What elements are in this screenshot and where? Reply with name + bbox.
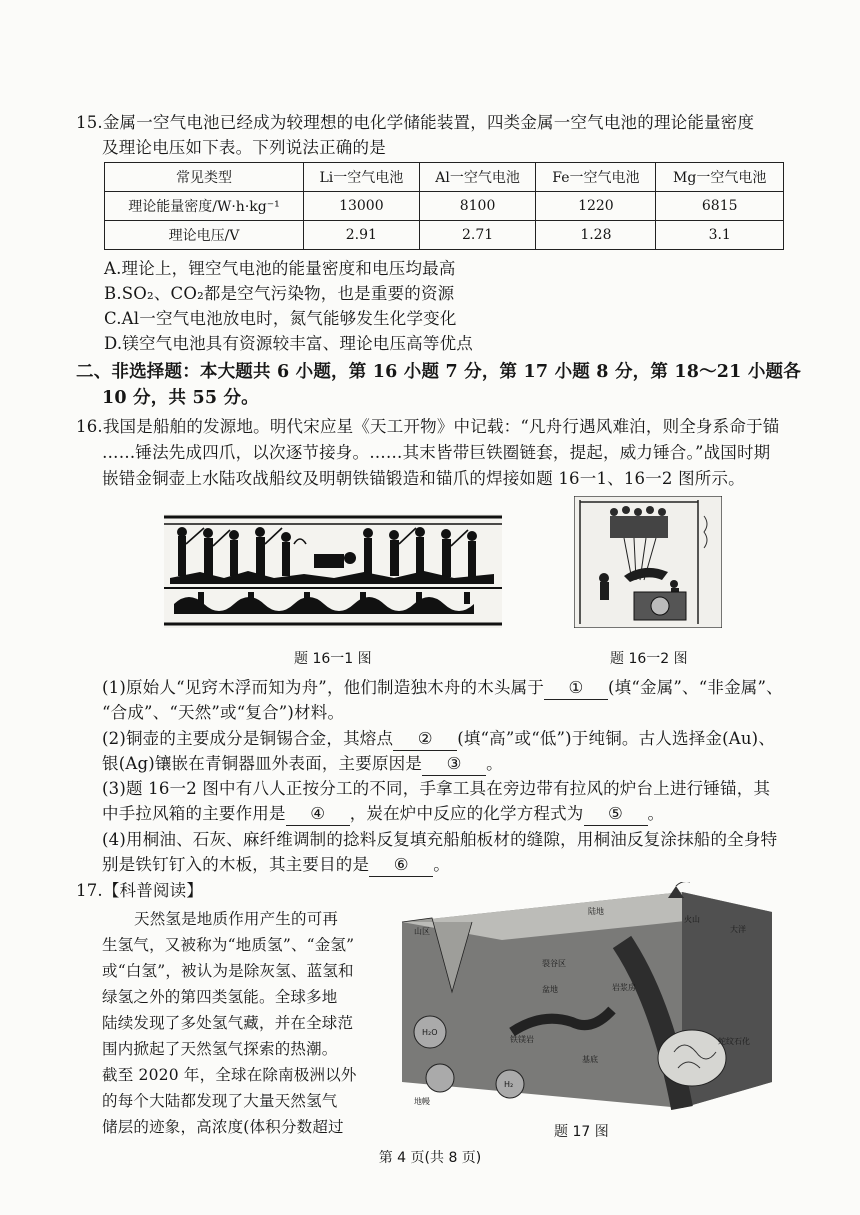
fig17-label: 地幔: [414, 1097, 430, 1106]
answer-blank-5[interactable]: ⑤: [584, 803, 648, 826]
q17-title: 17.【科普阅读】: [76, 881, 204, 900]
fig17-label: 铁镁岩: [510, 1035, 534, 1044]
q16-part1-line1: [102, 677, 783, 700]
q17-text-line: 天然氢是地质作用产生的可再: [134, 910, 339, 928]
fig17-label: H₂: [504, 1080, 514, 1089]
q16-part4-line2: [102, 854, 450, 877]
q15-option-d: D.镁空气电池具有资源较丰富、理论电压高等优点: [104, 334, 473, 353]
q16-part4-text: 。: [433, 855, 450, 874]
q17-text-line: 的每个大陆都发现了大量天然氢气: [102, 1092, 338, 1110]
table-row: [105, 221, 784, 250]
section2-heading-line2: 10 分，共 55 分。: [102, 388, 259, 408]
anchor-forging-figure: [574, 496, 722, 628]
q16-part1-line2: “合成”、“天然”或“复合”)材料。: [102, 703, 345, 722]
q16-part2-text: (2)铜壶的主要成分是铜锡合金，其熔点: [102, 729, 394, 748]
answer-blank-1[interactable]: ①: [544, 677, 608, 700]
table-cell: 3.1: [656, 221, 784, 250]
q16-part3-text: 。: [647, 804, 665, 823]
table-cell: 理论电压/V: [105, 221, 304, 250]
answer-blank-6[interactable]: ⑥: [369, 854, 433, 877]
table-header-cell: Li一空气电池: [304, 163, 420, 192]
table-cell: 2.91: [304, 221, 420, 250]
q16-part2-line2: [102, 753, 503, 776]
table-header-row: [105, 163, 784, 192]
q16-part3-line2: [102, 803, 664, 826]
q16-part4-text: 别是铁钉钉入的木板，其主要目的是: [102, 855, 370, 874]
q16-part1-text: (填“金属”、“非金属”、: [608, 678, 783, 697]
fig17-label: 蛇纹石化: [718, 1037, 750, 1046]
table-header-cell: Mg一空气电池: [656, 163, 784, 192]
q16-part3-text: 中手拉风箱的主要作用是: [102, 804, 286, 823]
q15-option-a: A.理论上，锂空气电池的能量密度和电压均最高: [104, 259, 456, 278]
bronze-pot-battle-figure: [164, 514, 502, 628]
q16-stem-line2: ……锤法先成四爪，以次逐节接身。……其末皆带巨铁圈链套，提起，威力锤合。”战国时期: [102, 443, 771, 462]
section2-heading-line1: 二、非选择题：本大题共 6 小题，第 16 小题 7 分，第 17 小题 8 分，第 18～21 小题各: [76, 362, 801, 382]
q15-stem-line1: 15.金属一空气电池已经成为较理想的电化学储能装置，四类金属一空气电池的理论能量密度: [76, 113, 755, 132]
q17-text-line: 围内掀起了天然氢气探索的热潮。: [102, 1040, 338, 1058]
q16-part3-text: ，炭在炉中反应的化学方程式为: [349, 804, 584, 823]
q15-stem-line2: 及理论电压如下表。下列说法正确的是: [102, 138, 386, 157]
q15-option-b: B.SO₂、CO₂都是空气污染物，也是重要的资源: [104, 284, 455, 303]
q17-text-line: 截至 2020 年，全球在除南极洲以外: [102, 1066, 357, 1084]
q16-part4-line1: (4)用桐油、石灰、麻纤维调制的捻料反复填充船舶板材的缝隙，用桐油反复涂抹船的全身特: [102, 830, 778, 849]
energy-density-table: [104, 162, 784, 250]
q17-text-line: 陆续发现了多处氢气藏，并在全球范: [102, 1014, 354, 1032]
table-cell: 8100: [419, 192, 536, 221]
table-row: [105, 192, 784, 221]
table-cell: 6815: [656, 192, 784, 221]
geological-hydrogen-figure: [392, 882, 784, 1110]
fig17-label: 盆地: [542, 985, 558, 994]
q17-text-line: 生氢气，又被称为“地质氢”、“金氢”: [102, 936, 355, 954]
fig17-label: 大洋: [730, 925, 746, 934]
fig17-label: H₂O: [422, 1028, 438, 1037]
q17-text-line: 或“白氢”，被认为是除灰氢、蓝氢和: [102, 962, 354, 980]
q16-part2-text: 。: [486, 754, 503, 773]
q15-option-c: C.Al一空气电池放电时，氮气能够发生化学变化: [104, 309, 457, 328]
table-cell: 理论能量密度/W·h·kg⁻¹: [105, 192, 304, 221]
fig17-label: 基底: [582, 1055, 598, 1064]
fig17-label: 岩浆房: [612, 983, 636, 992]
answer-blank-3[interactable]: ③: [422, 753, 486, 776]
q16-part1-text: (1)原始人“见窍木浮而知为舟”，他们制造独木舟的木头属于: [102, 678, 545, 697]
q16-part3-line1: (3)题 16一2 图中有八人正按分工的不同，手拿工具在旁边带有拉风的炉台上进行锤锚，其: [102, 779, 771, 798]
fig17-label: 山区: [414, 927, 430, 936]
fig17-label: 火山: [684, 915, 700, 924]
fig17-label: 裂谷区: [542, 959, 566, 968]
table-header-cell: Fe一空气电池: [536, 163, 656, 192]
q16-part2-text: (填“高”或“低”)于纯铜。古人选择金(Au)、: [457, 729, 776, 748]
q16-part2-line1: [102, 728, 775, 751]
table-header-cell: 常见类型: [105, 163, 304, 192]
table-cell: 1.28: [536, 221, 656, 250]
q17-text-line: 绿氢之外的第四类氢能。全球多地: [102, 988, 338, 1006]
fig17-label: 陆地: [588, 907, 604, 916]
q16-stem-line1: 16.我国是船舶的发源地。明代宋应星《天工开物》中记载：“凡舟行遇风难泊，则全身系命于锚: [76, 417, 780, 436]
answer-blank-2[interactable]: ②: [393, 728, 457, 751]
table-cell: 2.71: [419, 221, 536, 250]
q16-stem-line3: 嵌错金铜壶上水陆攻战船纹及明朝铁锚锻造和锚爪的焊接如题 16一1、16一2 图所示。: [102, 469, 745, 488]
q17-text-line: 储层的迹象，高浓度(体积分数超过: [102, 1118, 344, 1136]
fig16-2-caption: 题 16一2 图: [610, 651, 688, 667]
fig17-caption: 题 17 图: [554, 1124, 609, 1140]
table-header-cell: Al一空气电池: [419, 163, 536, 192]
table-cell: 1220: [536, 192, 656, 221]
answer-blank-4[interactable]: ④: [286, 803, 350, 826]
table-cell: 13000: [304, 192, 420, 221]
page-number: 第 4 页(共 8 页): [378, 1150, 482, 1166]
fig16-1-caption: 题 16一1 图: [294, 651, 372, 667]
q16-part2-text: 银(Ag)镶嵌在青铜器皿外表面，主要原因是: [102, 754, 423, 773]
